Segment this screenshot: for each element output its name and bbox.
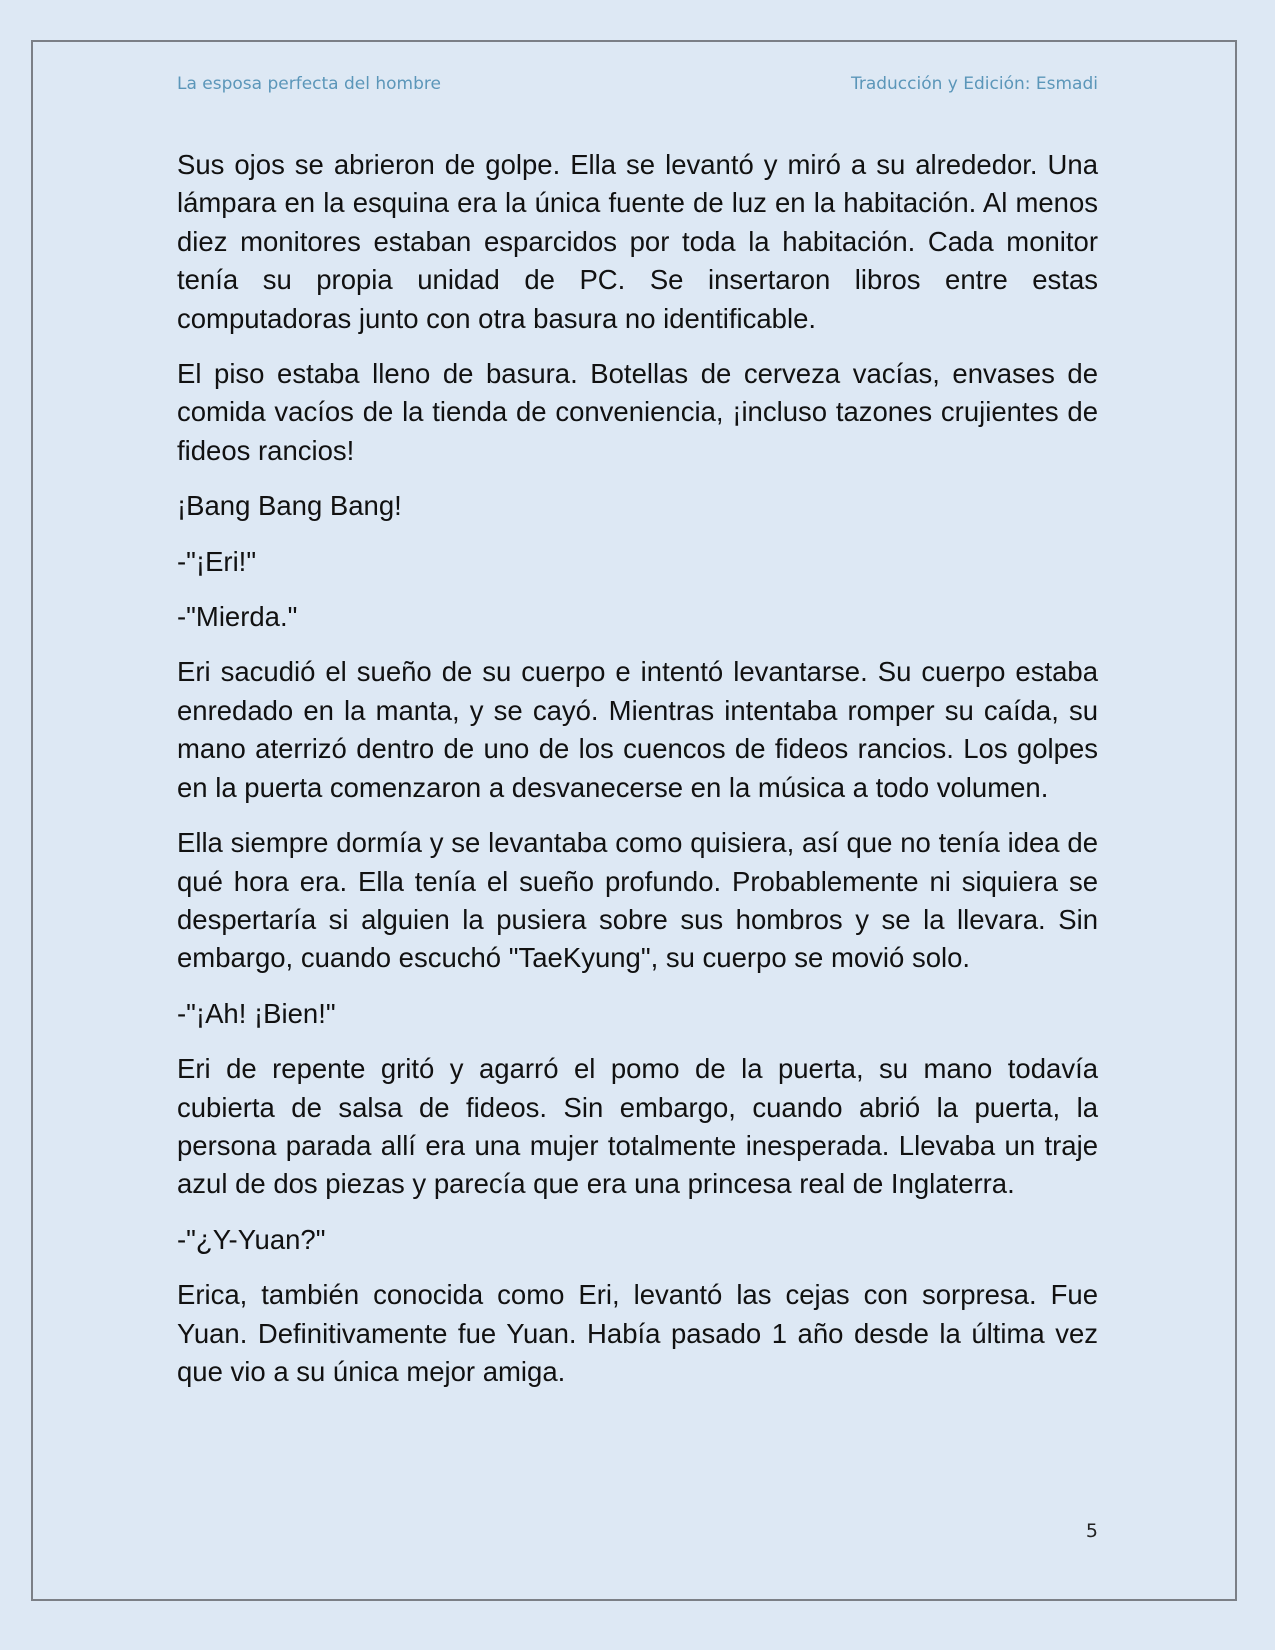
paragraph: Erica, también conocida como Eri, levantó las cejas con sorpresa. Fue Yuan. Definitivamente fue Yuan. Había pasado 1 año desde la última vez que vio a su única mejor amiga. [177, 1279, 1098, 1387]
dialogue-line: ¡Bang Bang Bang! [177, 490, 402, 522]
paragraph: Ella siempre dormía y se levantaba como quisiera, así que no tenía idea de qué hora era. Ella tenía el sueño profundo. Probablemente ni siquiera se despertaría si alguien la pusiera sobre sus hombros y se la llevara. Sin embargo, cuando escuchó "TaeKyung", su cuerpo se movió solo. [177, 827, 1098, 974]
paragraph: Sus ojos se abrieron de golpe. Ella se levantó y miró a su alrededor. Una lámpara en la esquina era la única fuente de luz en la habitación. Al menos diez monitores estaban esparcidos por toda la habitación. Cada monitor tenía su propia unidad de PC. Se insertaron libros entre estas computadoras junto con otra basura no identificable. [177, 149, 1098, 334]
header-credits: Traducción y Edición: Esmadi [850, 74, 1098, 94]
header-book-title: La esposa perfecta del hombre [177, 74, 441, 94]
paragraph: Eri sacudió el sueño de su cuerpo e intentó levantarse. Su cuerpo estaba enredado en la manta, y se cayó. Mientras intentaba romper su caída, su mano aterrizó dentro de uno de los cuencos de fideos rancios. Los golpes en la puerta comenzaron a desvanecerse en la música a todo volumen. [177, 656, 1098, 803]
dialogue-line: -"¿Y-Yuan?" [177, 1223, 326, 1255]
paragraph: Eri de repente gritó y agarró el pomo de la puerta, su mano todavía cubierta de salsa de fideos. Sin embargo, cuando abrió la puerta, la persona parada allí era una mujer totalmente inesperada. Llevaba un traje azul de dos piezas y parecía que era una princesa real de Inglaterra. [177, 1053, 1098, 1200]
dialogue-line: -"Mierda." [177, 601, 298, 633]
document-body [177, 146, 1098, 1408]
dialogue-line: -"¡Ah! ¡Bien!" [177, 997, 336, 1029]
paragraph: El piso estaba lleno de basura. Botellas de cerveza vacías, envases de comida vacíos de la tienda de conveniencia, ¡incluso tazones crujientes de fideos rancios! [177, 358, 1098, 466]
dialogue-line: -"¡Eri!" [177, 545, 257, 577]
page-header [177, 74, 1098, 100]
page-number: 5 [1085, 1520, 1098, 1542]
